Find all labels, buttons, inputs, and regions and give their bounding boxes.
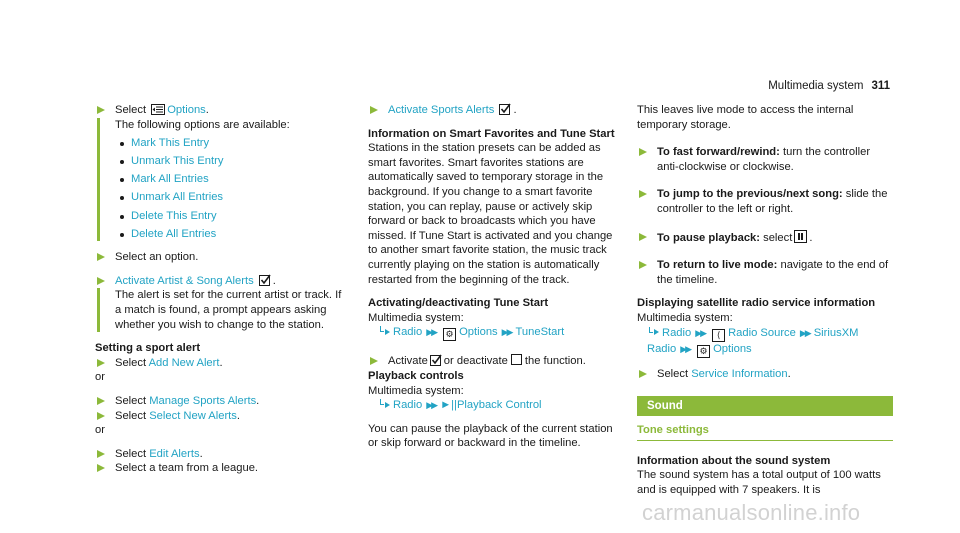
nav-arrow-icon: [379, 326, 390, 335]
step-pause-playback: To pause playback: select .: [637, 230, 893, 246]
or-label: or: [95, 371, 105, 384]
pause-icon: [794, 230, 807, 243]
step-arrow-icon: [97, 450, 105, 458]
heading-sport-alert: Setting a sport alert: [95, 342, 201, 355]
path-siriusxm-radio[interactable]: SiriusXM Radio: [647, 326, 859, 355]
path-separator-icon: ▶▶: [799, 327, 810, 338]
step-arrow-icon: [97, 464, 105, 472]
step-add-new-alert: Select Add New Alert.: [95, 356, 347, 371]
step-arrow-icon: [370, 106, 378, 114]
section-sound: Sound: [637, 396, 893, 416]
heading-tune-start: Activating/deactivating Tune Start: [368, 297, 549, 310]
option-delete-this-entry[interactable]: Delete This Entry: [117, 209, 347, 224]
page-number: 311: [871, 80, 890, 92]
path-options[interactable]: Options: [713, 342, 752, 355]
option-mark-all-entries[interactable]: Mark All Entries: [117, 172, 347, 187]
path-options[interactable]: Options: [459, 326, 498, 339]
activate-sports-alerts-link[interactable]: Activate Sports Alerts: [388, 104, 495, 116]
step-activate-sports-alerts: Activate Sports Alerts .: [368, 103, 620, 118]
or-label: or: [95, 424, 105, 437]
step-arrow-icon: [639, 148, 647, 156]
step-manage-sports-alerts: Select Manage Sports Alerts.: [95, 394, 347, 409]
step-service-information: Select Service Information.: [637, 367, 893, 382]
nav-path-playback: [368, 398, 620, 413]
option-delete-all-entries[interactable]: Delete All Entries: [117, 227, 347, 242]
nav-arrow-icon: [379, 399, 390, 408]
add-new-alert-link[interactable]: Add New Alert: [148, 356, 220, 369]
step-arrow-icon: [639, 370, 647, 378]
settings-icon: ⚙: [697, 345, 710, 358]
step-arrow-icon: [639, 233, 647, 241]
path-separator-icon: ▶▶: [426, 327, 437, 338]
step-select-option: Select an option.: [95, 250, 347, 265]
step-select-team: Select a team from a league.: [95, 461, 347, 476]
manage-sports-alerts-link[interactable]: Manage Sports Alerts: [149, 395, 257, 407]
step-arrow-icon: [97, 412, 105, 420]
select-new-alerts-link[interactable]: Select New Alerts: [149, 409, 237, 422]
path-tunestart[interactable]: TuneStart: [515, 326, 565, 339]
nav-path-service-info: [637, 326, 893, 358]
smart-favorites-paragraph: Stations in the station presets can be added as smart favorites. Smart favorites stations are automatically saved to temporary storage in the background. If you change to a smart favorite station, you can replay, pause or actively skip forward or back to broadcasts which you have missed. If Tune Start is activated and you change to another smart favorite station, the music track currently playing on the station is automatically restarted from the beginning of the track.: [368, 142, 613, 286]
nav-arrow-icon: [648, 327, 659, 336]
step-return-live: To return to live mode: navigate to the end of the timeline.: [637, 258, 893, 287]
step-jump-song: To jump to the previous/next song: slide the controller to the left or right.: [637, 187, 893, 216]
path-radio[interactable]: Radio: [393, 326, 423, 339]
step-arrow-icon: [97, 397, 105, 405]
edit-alerts-link[interactable]: Edit Alerts: [149, 447, 200, 460]
step-arrow-icon: [97, 359, 105, 367]
playback-paragraph: You can pause the playback of the current station or skip forward or backward in the timeline.: [368, 422, 613, 450]
column-3: This leaves live mode to access the internal temporary storage. To fast forward/rewind: turn the controller anti-clockwise or clockwise. To jump to the previous/next song: slide the controller to the left or right. To pause playback: select . To return to live mode: navigate to the end of the timeline. Displaying satellite radio service information Multimedia system: Radio ▶▶ ⟨ Radio Source ▶▶ SiriusXM Radio ▶▶ ⚙ Options Select Service Information. Sound Tone settings Information about the sound system The sound system has a total output of 100 watts and is equipped with 7 speakers. It is: [637, 103, 893, 498]
step-desc: The alert is set for the current artist or track. If a match is found, a prompt appears asking whether you wish to change to the station.: [97, 288, 347, 332]
step-desc: The following options are available: Mark This Entry Unmark This Entry Mark All Entries Unmark All Entries Delete This Entry Delete All Entries: [97, 118, 347, 242]
step-arrow-icon: [370, 357, 378, 365]
step-fast-forward: To fast forward/rewind: turn the controller anti-clockwise or clockwise.: [637, 145, 893, 174]
path-separator-icon: ▶▶: [695, 327, 706, 338]
step-arrow-icon: [97, 253, 105, 261]
step-activate-artist-alerts: Activate Artist & Song Alerts .: [95, 274, 347, 289]
page-header: [768, 79, 890, 94]
path-separator-icon: ▶▶: [501, 327, 512, 338]
path-separator-icon: ▶▶: [680, 343, 691, 354]
step-edit-alerts: Select Edit Alerts.: [95, 447, 347, 462]
column-1: [95, 103, 347, 476]
option-mark-this-entry[interactable]: Mark This Entry: [117, 136, 347, 151]
heading-smart-favorites: Information on Smart Favorites and Tune Start: [368, 127, 615, 140]
step-arrow-icon: [97, 106, 105, 114]
step-select-options: Select Options.: [95, 103, 347, 118]
checkbox-checked-icon: [499, 103, 511, 115]
header-title: Multimedia system: [768, 80, 864, 92]
path-playback-control[interactable]: ►||Playback Control: [440, 399, 542, 412]
live-mode-paragraph: This leaves live mode to access the internal temporary storage.: [637, 104, 854, 131]
radio-source-icon: ⟨: [712, 329, 725, 342]
path-separator-icon: ▶▶: [426, 400, 437, 411]
heading-sound-system: Information about the sound system: [637, 454, 831, 467]
path-radio[interactable]: Radio: [662, 326, 692, 339]
activate-artist-song-alerts-link[interactable]: Activate Artist & Song Alerts: [115, 274, 254, 287]
path-radio-source[interactable]: Radio Source: [728, 326, 796, 339]
heading-playback-controls: Playback controls: [368, 369, 464, 382]
step-activate-deactivate: Activate or deactivate the function.: [368, 354, 620, 369]
menu-icon: [151, 104, 165, 115]
column-2: Activate Sports Alerts . Information on Smart Favorites and Tune Start Stations in the station presets can be added as smart favorites. Smart favorites stations are automatically saved to temporary storage in the background. If you change to a smart favorite station, you can replay, pause or actively skip forward or back to broadcasts which you have missed. If Tune Start is activated and you change to another smart favorite station, the music track currently playing on the station is automatically restarted from the beginning of the track. Activating/deactivating Tune Start Multimedia system: Radio ▶▶ ⚙ Options ▶▶ TuneStart Activate or deactivate the function. Playback controls Multimedia system: Radio ▶▶ ►||Playback Control You can pause the playback of the current station or skip forward or backward in the timeline.: [368, 103, 620, 451]
checkbox-checked-icon: [430, 354, 442, 366]
checkbox-checked-icon: [259, 274, 271, 286]
options-link[interactable]: Options: [167, 104, 206, 116]
step-arrow-icon: [97, 277, 105, 285]
watermark: carmanualsonline.info: [642, 500, 861, 525]
step-arrow-icon: [639, 261, 647, 269]
subsection-tone-settings: Tone settings: [637, 423, 893, 441]
option-unmark-this-entry[interactable]: Unmark This Entry: [117, 154, 347, 169]
option-unmark-all-entries[interactable]: Unmark All Entries: [117, 190, 347, 205]
checkbox-empty-icon: [511, 354, 522, 365]
nav-path-tunestart: [368, 325, 620, 341]
step-arrow-icon: [639, 190, 647, 198]
heading-satellite-info: Displaying satellite radio service information: [637, 297, 876, 310]
path-radio[interactable]: Radio: [393, 399, 423, 412]
settings-icon: ⚙: [443, 328, 456, 341]
service-information-link[interactable]: Service Information: [691, 367, 788, 380]
sound-system-paragraph: The sound system has a total output of 100 watts and is equipped with 7 speakers. It is: [637, 469, 881, 496]
step-select-new-alerts: Select Select New Alerts.: [95, 409, 347, 424]
